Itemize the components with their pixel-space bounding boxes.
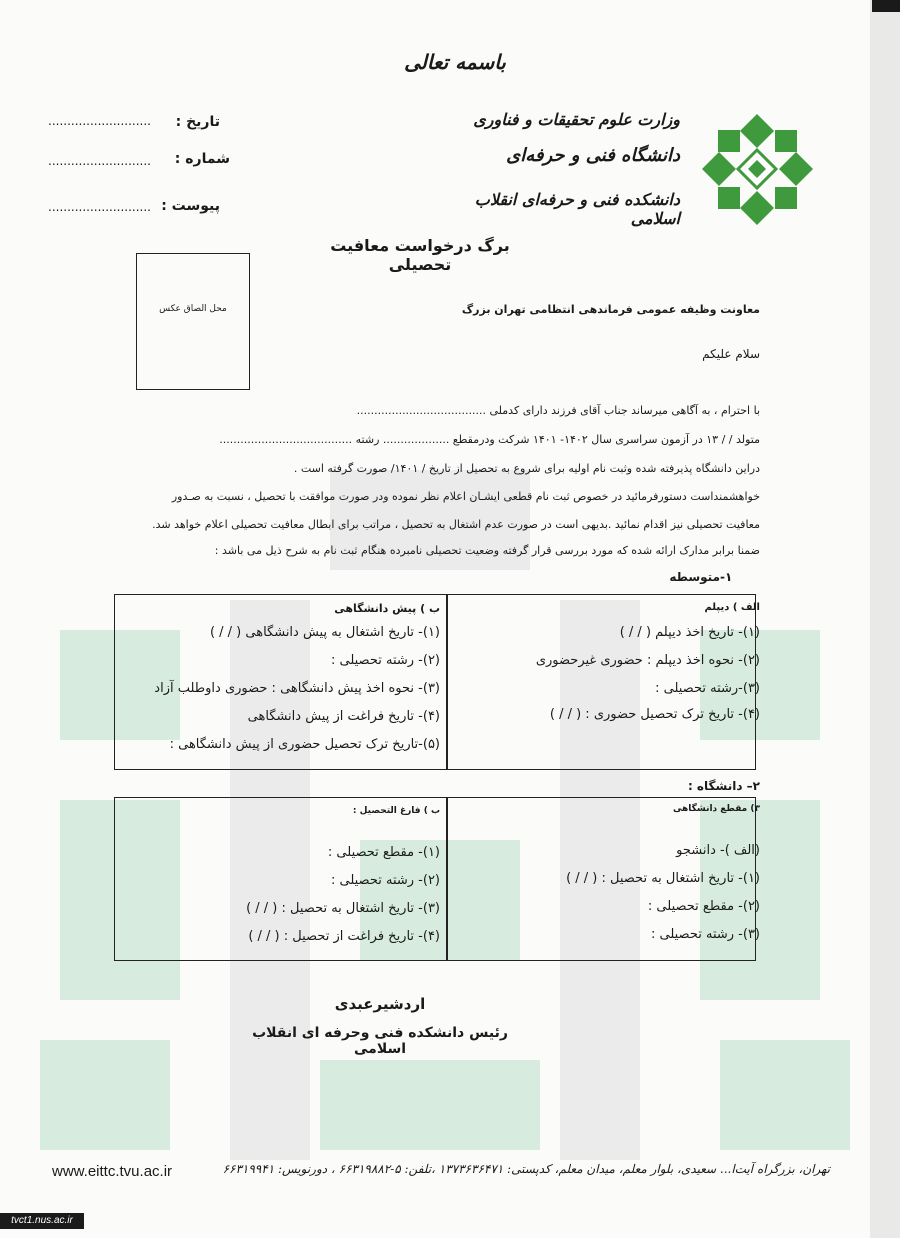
graduate-title: ب ) فارغ التحصیل : [352,806,440,816]
table-divider [446,594,448,770]
diploma-title: الف ) دیپلم [704,602,760,613]
diploma-item: (۲)- نحوه اخذ دیپلم : حضوری غیرحضوری [535,653,760,668]
number-label: شماره : [174,151,230,167]
diploma-item: (۳)-رشته تحصیلی : [655,681,760,696]
section1-heading: متوسطه [669,570,720,584]
photo-box-label: محل الصاق عکس [159,304,227,314]
section2-heading: ۲– دانشگاه : [687,779,760,793]
graduate-item: (۲)- رشته تحصیلی : [330,873,440,888]
diploma-item: (۴)- تاریخ ترک تحصیل حضوری : ( / / ) [549,707,760,722]
paragraph-line: دراین دانشگاه پذیرفته شده وثبت نام اولیه برای شروع به تحصیل از تاریخ / ۱۴۰۱/ صورت گرفته است . [293,462,760,475]
ministry-name: وزارت علوم تحقیقات و فناوری [473,110,680,129]
site-badge: tvct1.nus.ac.ir [0,1213,84,1229]
preuniversity-title: ب ) پیش دانشگاهی [334,602,440,615]
paragraph-line: با احترام ، به آگاهی میرساند جناب آقای فرزند دارای کدملی ..................................... [356,404,760,417]
footer-address: تهران، بزرگراه آیت‌ا... سعیدی، بلوار معلم، میدان معلم، کدپستی: ۱۳۷۳۶۳۶۴۷۱ ،تلفن: ۵-۶۶۳۱۹۸۸۲ ، دورنویس: ۶۶۳۱۹۹۴۱ [222,1162,830,1176]
degree-item: (۲)- مقطع تحصیلی : [647,899,760,914]
preuniversity-item: (۵)-تاریخ ترک تحصیل حضوری از پیش دانشگاهی : [169,737,440,752]
attachment-label: پیوست : [161,198,220,214]
university-name: دانشگاه فنی و حرفه‌ای [506,145,680,166]
graduate-item: (۱)- مقطع تحصیلی : [327,845,440,860]
form-title: برگ درخواست معافیت تحصیلی [330,236,510,274]
degree-item: (۱)- تاریخ اشتغال به تحصیل : ( / / ) [566,871,760,886]
scan-corner [872,0,900,12]
preuniversity-item: (۳)- نحوه اخذ پیش دانشگاهی : حضوری داوطلب آزاد [154,681,440,696]
attachment-field[interactable]: ........................... [48,200,151,214]
degree-item: (۳)- رشته تحصیلی : [650,927,760,942]
section1-number: -۱ [720,570,733,584]
diploma-item: (۱)- تاریخ اخذ دیپلم ( / / ) [619,625,760,640]
graduate-item: (۳)- تاریخ اشتغال به تحصیل : ( / / ) [246,901,440,916]
footer-website[interactable]: www.eittc.tvu.ac.ir [52,1163,173,1180]
recipient: معاونت وظیفه عمومی فرماندهی انتظامی تهران بزرگ [461,303,760,316]
scan-edge [870,0,900,1238]
paragraph-line: متولد / / ۱۳ در آزمون سراسری سال ۱۴۰۲- ۱۴۰۱ شرکت ودرمقطع ................... رشته ...................................... [219,433,760,446]
preuniversity-item: (۲)- رشته تحصیلی : [330,653,440,668]
degree-title: ۳) مقطع دانشگاهی [672,804,760,814]
paragraph-line: خواهشمنداست دستورفرمائید در خصوص ثبت نام قطعی ایشـان اعلام نظر نموده ودر صورت موافقت با تحصیل ، نسبت به صـدور [171,490,760,503]
date-label: تاریخ : [175,114,220,130]
signatory-name: اردشیرعبدی [334,995,426,1013]
bismillah: باسمه تعالی [404,50,506,74]
paragraph-line: معافیت تحصیلی نیز اقدام نمائید .بدیهی است در صورت عدم اشتغال به تحصیل ، مراتب برای ابطال معافیت تحصیلی اعلام خواهد شد. [152,518,760,531]
faculty-name: دانشکده فنی و حرفه‌ای انقلاب اسلامی [474,190,680,228]
date-field[interactable]: ........................... [48,114,151,128]
greeting: سلام علیکم [702,347,760,361]
university-logo-icon [700,112,815,227]
photo-box [136,253,250,390]
degree-item: (الف )- دانشجو [676,843,760,858]
number-field[interactable]: ........................... [48,154,151,168]
preuniversity-item: (۱)- تاریخ اشتغال به پیش دانشگاهی ( / / ) [209,625,440,640]
signatory-title: رئیس دانشکده فنی وحرفه ای انقلاب اسلامی [252,1025,508,1057]
table-divider [446,797,448,961]
paragraph-line: ضمنا برابر مدارک ارائه شده که مورد بررسی قرار گرفته وضعیت تحصیلی نامبرده هنگام ثبت نام به شرح ذیل می باشد : [214,544,760,557]
graduate-item: (۴)- تاریخ فراغت از تحصیل : ( / / ) [248,929,440,944]
preuniversity-item: (۴)- تاریخ فراغت از پیش دانشگاهی [247,709,440,724]
